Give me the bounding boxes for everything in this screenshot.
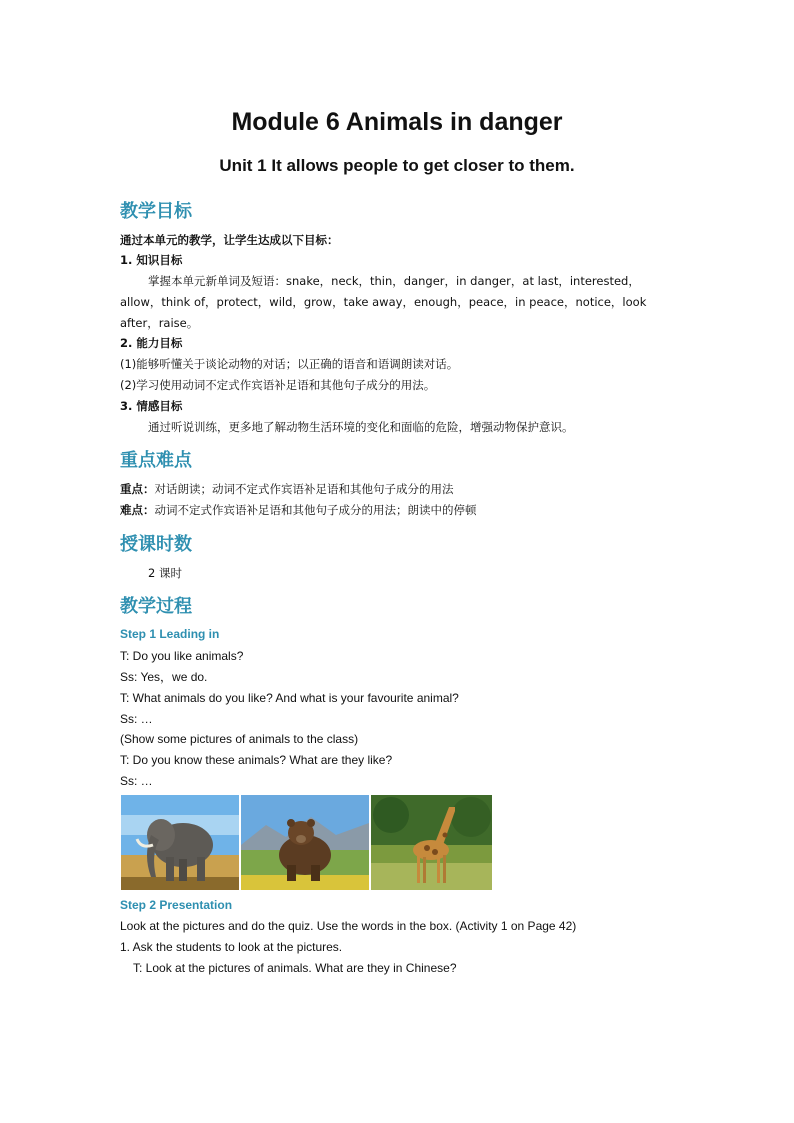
step1-heading: Step 1 Leading in	[120, 627, 220, 641]
focus-line	[120, 481, 454, 497]
step2-heading: Step 2 Presentation	[120, 898, 233, 912]
ability-label: 2. 能力目标	[120, 336, 183, 350]
hours-heading: 授课时数	[120, 534, 192, 555]
difficulty-line	[120, 502, 477, 518]
hours-value: 2 课时	[148, 566, 182, 580]
ability-item-1: (1)能够听懂关于谈论动物的对话；以正确的语音和语调朗读对话。	[120, 357, 459, 371]
difficulty-label: 难点：	[120, 503, 155, 517]
emotion-label: 3. 情感目标	[120, 399, 183, 413]
ability-item-2: (2)学习使用动词不定式作宾语补足语和其他句子成分的用法。	[120, 378, 436, 392]
focus-text: 对话朗读；动词不定式作宾语补足语和其他句子成分的用法	[154, 482, 454, 496]
dialogue-line: Ss: …	[120, 774, 153, 788]
knowledge-label: 1. 知识目标	[120, 253, 183, 267]
giraffe-image	[371, 795, 492, 890]
key-points-heading: 重点难点	[120, 450, 192, 471]
document-subtitle: Unit 1 It allows people to get closer to them.	[219, 156, 575, 175]
instruction-line: T: Look at the pictures of animals. What are they in Chinese?	[133, 961, 457, 975]
instruction-line: Look at the pictures and do the quiz. Use the words in the box. (Activity 1 on Page 42)	[120, 919, 577, 933]
dialogue-line: Ss: …	[120, 712, 153, 726]
dialogue-line: Ss: Yes，we do.	[120, 670, 208, 684]
dialogue-line: T: Do you like animals?	[120, 649, 244, 663]
instruction-line: 1. Ask the students to look at the pictures.	[120, 940, 343, 954]
difficulty-text: 动词不定式作宾语补足语和其他句子成分的用法；朗读中的停顿	[154, 503, 477, 517]
dialogue-line: T: What animals do you like? And what is your favourite animal?	[120, 691, 459, 705]
dialogue-line: T: Do you know these animals? What are they like?	[120, 753, 393, 767]
animal-pictures	[121, 795, 492, 890]
objectives-heading: 教学目标	[120, 201, 192, 222]
knowledge-line-2: allow，think of，protect，wild，grow，take away，enough，peace，in peace，notice，look	[120, 295, 647, 309]
objectives-intro: 通过本单元的教学，让学生达成以下目标：	[120, 233, 339, 247]
document-title: Module 6 Animals in danger	[231, 108, 563, 136]
dialogue-line: (Show some pictures of animals to the class)	[120, 732, 359, 746]
process-heading: 教学过程	[120, 596, 192, 617]
knowledge-line-3: after，raise。	[120, 316, 199, 330]
knowledge-line-1: 掌握本单元新单词及短语：snake，neck，thin，danger，in danger，at last，interested，	[148, 274, 640, 288]
elephant-image	[121, 795, 241, 890]
emotion-text: 通过听说训练，更多地了解动物生活环境的变化和面临的危险，增强动物保护意识。	[148, 420, 574, 434]
focus-label: 重点：	[120, 482, 155, 496]
bear-image	[241, 795, 370, 890]
